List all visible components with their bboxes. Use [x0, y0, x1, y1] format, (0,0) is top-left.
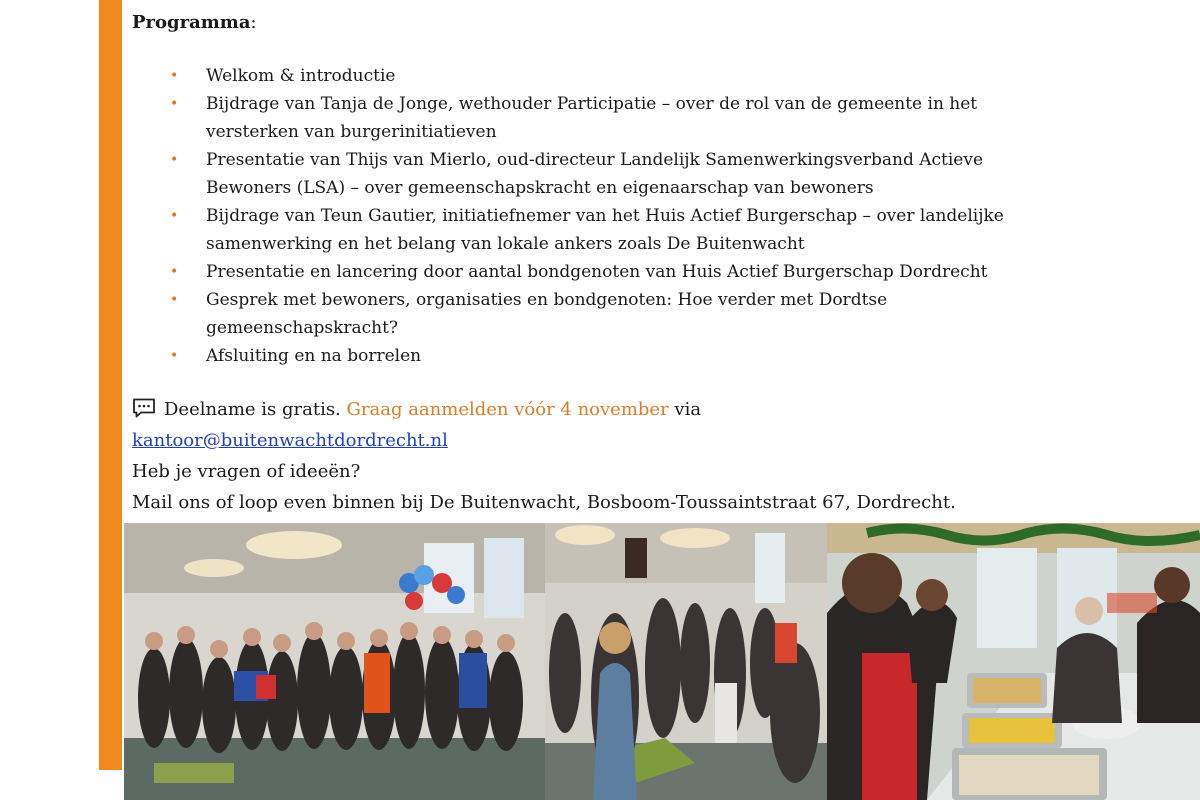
program-heading: Programma:	[132, 12, 257, 33]
questions-line: Heb je vragen of ideeën?	[132, 461, 361, 482]
program-item-line: versterken van burgerinitiatieven	[206, 122, 497, 142]
buffet-photo	[827, 523, 1200, 800]
speech-bubble-icon	[132, 398, 156, 418]
group-photo	[124, 523, 545, 800]
program-item-line: Bijdrage van Tanja de Jonge, wethouder Participatie – over de rol van de gemeente in het	[206, 94, 978, 114]
crowd-photo	[545, 523, 827, 800]
bullet-icon: •	[170, 264, 179, 280]
program-item-line: Welkom & introductie	[206, 66, 396, 86]
bullet-icon: •	[170, 292, 179, 308]
program-item-line: gemeenschapskracht?	[206, 318, 399, 338]
program-item-line: Bewoners (LSA) – over gemeenschapskracht en eigenaarschap van bewoners	[206, 178, 874, 198]
address-line: Mail ons of loop even binnen bij De Buitenwacht, Bosboom-Toussaintstraat 67, Dordrecht.	[132, 492, 956, 513]
registration-via: via	[674, 399, 702, 420]
program-item	[132, 342, 1132, 370]
contact-block	[132, 394, 1192, 518]
program-item-line: samenwerking en het belang van lokale ankers zoals De Buitenwacht	[206, 234, 805, 254]
program-item	[132, 62, 1132, 90]
program-item	[132, 90, 1132, 146]
registration-line	[132, 394, 1192, 425]
program-item-line: Bijdrage van Teun Gautier, initiatiefnemer van het Huis Actief Burgerschap – over landelijke	[206, 206, 1004, 226]
program-item	[132, 146, 1132, 202]
registration-lead: Deelname is gratis.	[164, 399, 341, 420]
bullet-icon: •	[170, 152, 179, 168]
program-list	[132, 62, 1132, 370]
registration-deadline: Graag aanmelden vóór 4 november	[346, 399, 669, 420]
email-link[interactable]: kantoor@buitenwachtdordrecht.nl	[132, 430, 448, 451]
program-item	[132, 286, 1132, 342]
program-item-line: Gesprek met bewoners, organisaties en bondgenoten: Hoe verder met Dordtse	[206, 290, 888, 310]
program-item-line: Afsluiting en na borrelen	[206, 346, 422, 366]
program-item	[132, 258, 1132, 286]
program-item-line: Presentatie van Thijs van Mierlo, oud-directeur Landelijk Samenwerkingsverband Actieve	[206, 150, 984, 170]
bullet-icon: •	[170, 348, 179, 364]
bullet-icon: •	[170, 96, 179, 112]
photo-strip	[124, 523, 1200, 800]
bullet-icon: •	[170, 208, 179, 224]
program-item-line: Presentatie en lancering door aantal bondgenoten van Huis Actief Burgerschap Dordrecht	[206, 262, 988, 282]
program-item	[132, 202, 1132, 258]
bullet-icon: •	[170, 68, 179, 84]
accent-bar	[99, 0, 122, 770]
